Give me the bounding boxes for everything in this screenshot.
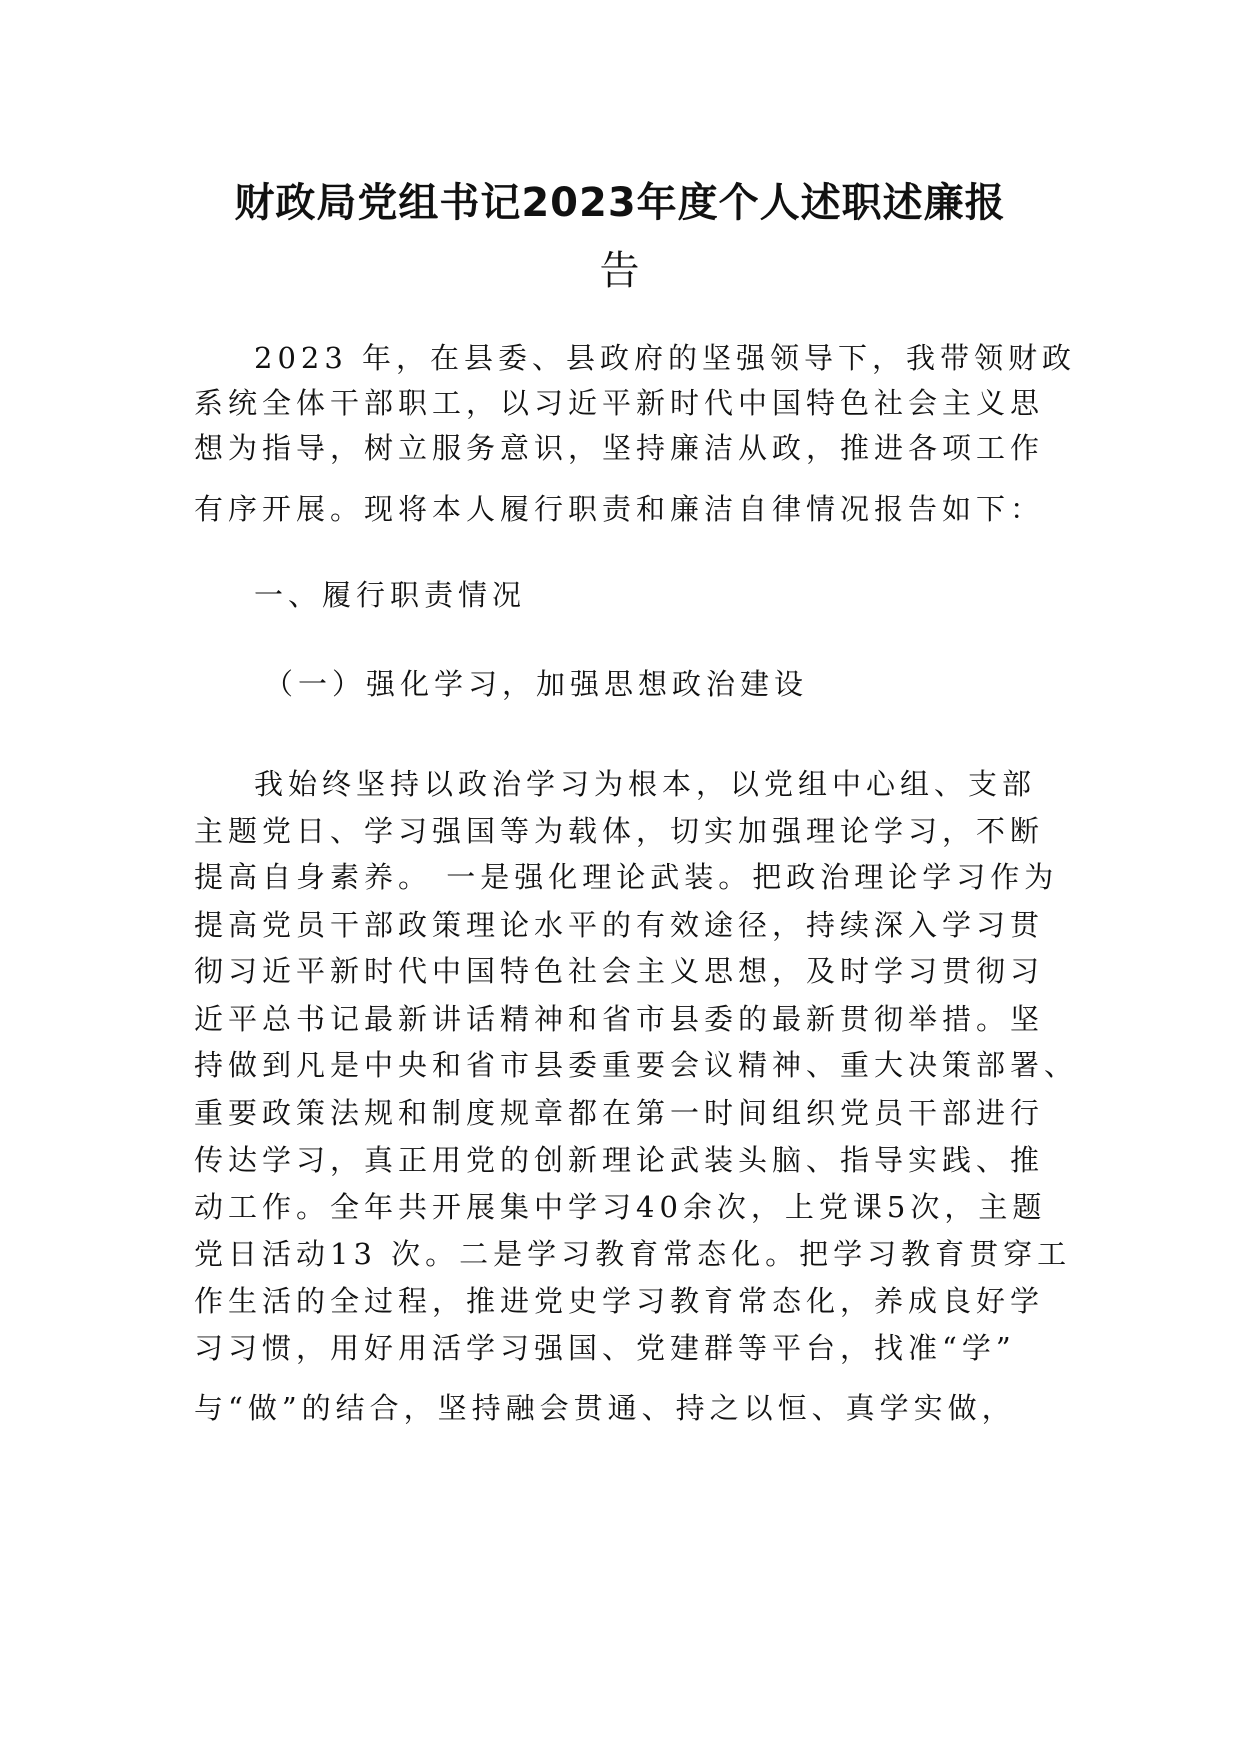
subsection-heading: （一）强化学习，加强思想政治建设 bbox=[264, 667, 809, 701]
body-line: 主题党日、学习强国等为载体，切实加强理论学习，不断 bbox=[194, 814, 1045, 848]
body-line: 动工作。全年共开展集中学习40余次，上党课5次，主题 bbox=[194, 1190, 1047, 1224]
body-line: 习习惯，用好用活学习强国、党建群等平台，找准“学” bbox=[194, 1331, 1016, 1365]
section-heading: 一、履行职责情况 bbox=[254, 578, 527, 612]
body-line: 我始终坚持以政治学习为根本，以党组中心组、支部 bbox=[254, 767, 1037, 801]
body-line: 作生活的全过程，推进党史学习教育常态化，养成良好学 bbox=[194, 1284, 1045, 1318]
document-title-continued: 告 bbox=[599, 248, 641, 294]
body-line: 提高党员干部政策理论水平的有效途径，持续深入学习贯 bbox=[194, 908, 1045, 942]
body-line: 传达学习，真正用党的创新理论武装头脑、指导实践、推 bbox=[194, 1143, 1045, 1177]
body-line: 2023 年，在县委、县政府的坚强领导下，我带领财政 bbox=[254, 341, 1077, 375]
body-line: 想为指导，树立服务意识，坚持廉洁从政，推进各项工作 bbox=[194, 431, 1045, 465]
body-line: 重要政策法规和制度规章都在第一时间组织党员干部进行 bbox=[194, 1096, 1045, 1130]
document-title: 财政局党组书记2023年度个人述职述廉报 bbox=[234, 180, 1006, 226]
body-line: 系统全体干部职工，以习近平新时代中国特色社会主义思 bbox=[194, 386, 1045, 420]
body-line: 有序开展。现将本人履行职责和廉洁自律情况报告如下： bbox=[194, 492, 1045, 526]
body-line: 彻习近平新时代中国特色社会主义思想，及时学习贯彻习 bbox=[194, 954, 1045, 988]
body-line: 提高自身素养。 一是强化理论武装。把政治理论学习作为 bbox=[194, 860, 1059, 894]
body-line: 近平总书记最新讲话精神和省市县委的最新贯彻举措。坚 bbox=[194, 1002, 1045, 1036]
body-line: 持做到凡是中央和省市县委重要会议精神、重大决策部署、 bbox=[194, 1048, 1079, 1082]
body-line: 党日活动13 次。二是学习教育常态化。把学习教育贯穿工 bbox=[194, 1237, 1072, 1271]
body-line: 与“做”的结合，坚持融会贯通、持之以恒、真学实做， bbox=[194, 1391, 1016, 1425]
